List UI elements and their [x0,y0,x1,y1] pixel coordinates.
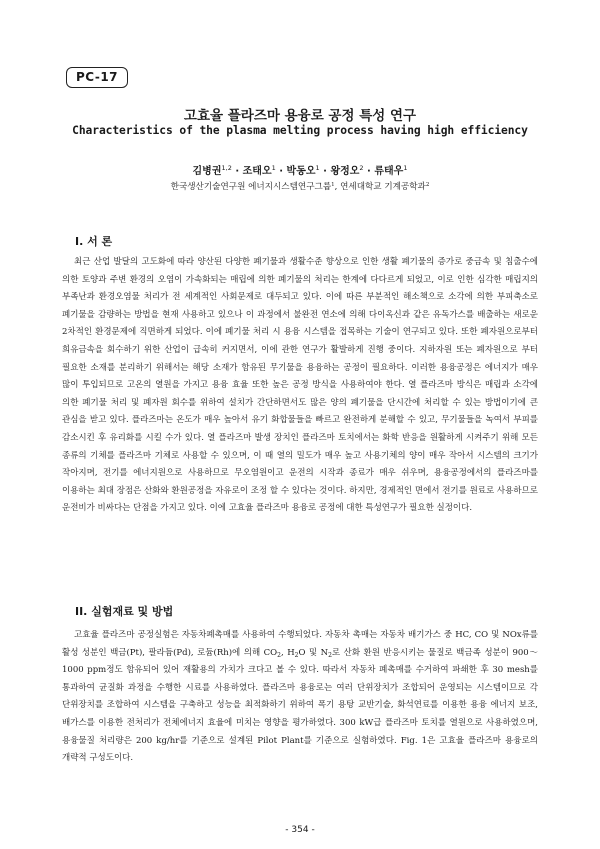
methods-text-part: 로 산화 환원 반응시키는 물질로 백금족 성분이 900～1000 ppm정도 함유되어 있어 재활용의 가치가 크다고 볼 수 있다. 따라서 자동차 폐촉매를 수거하여 파쇄한 후 30 mesh를 통과하여 균질화 과정을 수행한 시료를 사용하였다. 플라즈마 용융로는 여러 단위장치가 조합되어 운영되는 시스템이므로 각 단위장치를 조합하여 시스템을 구축하고 성능을 최적화하기 위하여 폭기 용탕 교반기술, 화석연료를 이용한 용융 에너지 보조, 배가스를 이용한 전처리가 전체에너지 효율에 미치는 영향을 평가하였다. 300 kW급 플라즈마 토치를 열원으로 사용하였으며, 용융물질 처리량은 200 kg/hr를 기준으로 설계된 Pilot Plant를 기준으로 실험하였다. Fig. 1은 고효율 플라즈마 용융로의 개략적 구성도이다. [62,647,538,764]
author-affil-mark: 1 [315,164,320,172]
subscript: 2 [294,651,299,659]
author-name: 왕정오 [330,166,360,177]
author-name: 류태우 [374,166,404,177]
methods-text-part: O 및 N [298,647,329,658]
affiliation-separator: , [334,182,338,192]
affiliations [0,180,600,192]
author-name: 박동오 [286,166,316,177]
section-heading-methods: II. 실험재료 및 방법 [75,605,174,618]
author-affil-mark: 1 [403,164,408,172]
page-number: - 354 - [285,825,315,835]
affiliation-1: 한국생산기술연구원 에너지시스템연구그룹 [170,182,332,192]
methods-paragraph [62,627,538,768]
author-affil-mark: 1 [271,164,276,172]
author-name: 조태오 [242,166,272,177]
author-separator: · [323,166,327,177]
author-affil-mark: 1,2 [221,164,232,172]
section-heading-introduction: I. 서 론 [75,235,113,248]
introduction-paragraph: 최근 산업 발달의 고도화에 따라 양산된 다양한 폐기물과 생활수준 향상으로 인한 생활 폐기물의 증가로 중금속 및 침출수에 의한 토양과 주변 환경의 오염이 가속화되는 매립에 의한 폐기물의 처리는 한계에 다다르게 되었고, 이로 인한 심각한 매립지의 부족난과 환경오염물 처리가 전 세계적인 사회문제로 대두되고 있다. 이에 따른 부분적인 해소책으로 소각에 의한 부피축소로 폐기물을 감량하는 방법을 현재 사용하고 있으나 이 과정에서 불완전 연소에 의해 다이옥신과 같은 유독가스를 배출하는 새로운 2차적인 환경문제에 직면하게 되었다. 이에 폐기물 처리 시 용융 시스템을 접목하는 기술이 연구되고 있다. 또한 폐자원으로부터 희유금속을 회수하기 위한 산업이 급속히 커지면서, 이에 관한 연구가 활발하게 진행 중이다. 지하자원 또는 폐자원으로 부터 필요한 소재를 분리하기 위해서는 해당 소재가 함유된 무기물을 용융하는 공정이 필요하다. 이러한 용융공정은 에너지가 매우 많이 투입되므로 고온의 열원을 가지고 용융 효율 또한 높은 공정 방식을 사용하여야 한다. 열 플라즈마 방식은 매립과 소각에 의한 폐기물 처리 및 폐자원 회수를 위하여 설치가 간단하면서도 많은 양의 폐기물을 단시간에 처리할 수 있는 방법이기에 큰 관심을 받고 있다. 플라즈마는 온도가 매우 높아서 유기 화합물들을 빠르고 완전하게 분해할 수 있고, 무기물들을 녹여서 부피를 감소시킨 후 유리화를 시킬 수가 있다. 열 플라즈마 발생 장치인 플라즈마 토치에서는 화학 반응을 원활하게 시켜주기 위해 모든 종류의 기체를 플라즈마 기체로 사용할 수 있으며, 이 때 열의 밀도가 매우 높고 사용기체의 양이 매우 작아서 시스템의 크기가 작아지며, 전기를 에너지원으로 사용하므로 무오염원이고 운전의 시작과 종료가 매우 쉬우며, 용융공정에서의 플라즈마를 이용하는 최대 장점은 산화와 환원공정을 자유로이 조정 할 수 있다는 것이다. 하지만, 경제적인 면에서 전기를 원료로 사용하므로 운전비가 비싸다는 단점을 가지고 있다. 이에 고효율 플라즈마 용융로 공정에 대한 특성연구가 필요한 실정이다. [62,257,538,514]
title-korean: 고효율 플라즈마 용융로 공정 특성 연구 [183,108,417,124]
session-badge: PC-17 [66,67,128,88]
author-list [0,162,600,177]
author-separator: · [367,166,371,177]
subscript: 2 [328,651,332,659]
affiliation-2-mark: 2 [425,182,430,188]
affiliation-2: 연세대학교 기계공학과 [340,182,426,192]
author-separator: · [235,166,240,177]
subscript: 2 [277,651,281,659]
methods-text-part: , H [280,647,295,658]
affiliation-1-mark: 1 [331,182,335,188]
author-separator: · [279,166,284,177]
author-name: 김병권 [192,166,222,177]
methods-text-part: 고효율 플라즈마 공정실험은 자동차폐촉매를 사용하여 수행되었다. 자동차 촉매는 자동차 배기가스 중 HC, CO 및 NOx류를 활성 성분인 백금(Pt), 팔라듐(Pd), 로듐(Rh)에 의해 CO [62,630,538,658]
title-english: Characteristics of the plasma melting process having high efficiency [72,124,528,137]
author-affil-mark: 2 [359,164,364,172]
